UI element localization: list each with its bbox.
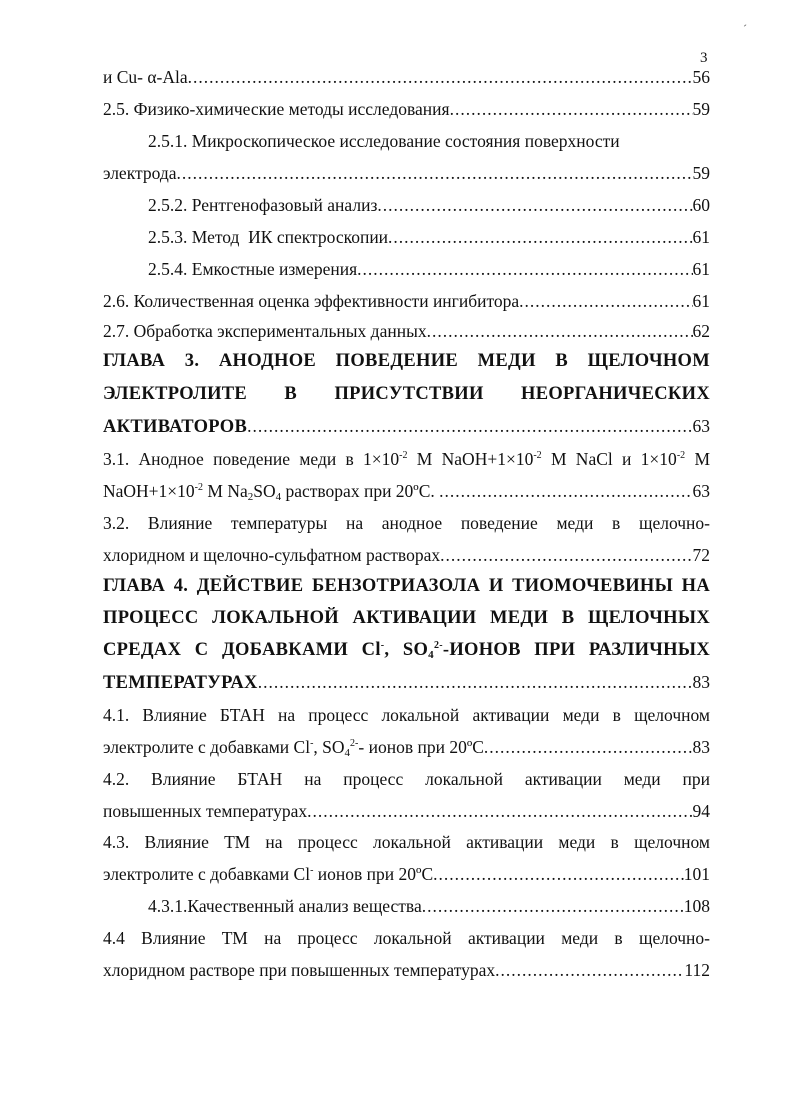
- chapter-heading: СРЕДАХ С ДОБАВКАМИ Cl-, $SO_4^{2-}$-ИОНОВ ПРИ РАЗЛИЧНЫХ: [103, 640, 710, 661]
- toc-entry-page: 63: [692, 481, 710, 501]
- toc-entry-title: повышенных температурах: [103, 801, 308, 821]
- toc-entry-page: 61: [692, 227, 710, 247]
- toc-entry-page: 83: [692, 737, 710, 757]
- toc-entry: [103, 544, 710, 566]
- toc-entry-page: 94: [692, 801, 710, 821]
- toc-entry-page: 83: [692, 672, 710, 692]
- toc-entry: [148, 226, 710, 248]
- toc-entry-title: 4.3. Влияние ТМ на процесс локальной активации меди в щелочном: [103, 832, 710, 852]
- toc-entry-title: 3.1. Анодное поведение меди в $1\times 10^{-2}$ М $NaOH+1\times 10^{-2}$ М NaCl и $1\times 10^{-2}$ М: [103, 449, 710, 469]
- toc-entry-page: 108: [683, 896, 710, 916]
- chapter-heading: ПРОЦЕСС ЛОКАЛЬНОЙ АКТИВАЦИИ МЕДИ В ЩЕЛОЧНЫХ: [103, 608, 710, 628]
- toc-entry: [103, 290, 710, 312]
- toc-entry-title: 2.7. Обработка экспериментальных данных: [103, 321, 427, 341]
- toc-entry: [103, 98, 710, 120]
- page-number: 3: [700, 50, 708, 66]
- toc-entry: [148, 895, 710, 917]
- toc-entry: [103, 480, 710, 502]
- toc-entry-page: 112: [684, 960, 710, 980]
- toc-entry-title: электролите с добавками Cl- ионов при 20ºС: [103, 864, 434, 884]
- toc-entry-page: 62: [692, 321, 710, 341]
- toc-entry-page: 72: [692, 545, 710, 565]
- chapter-heading: ЭЛЕКТРОЛИТЕ В ПРИСУТСТВИИ НЕОРГАНИЧЕСКИХ: [103, 384, 710, 404]
- toc-entry-title: 4.4 Влияние ТМ на процесс локальной активации меди в щелочно-: [103, 928, 710, 948]
- toc-entry: [103, 736, 710, 758]
- chapter-heading: АКТИВАТОРОВ: [103, 417, 248, 437]
- toc-entry: [148, 258, 710, 280]
- toc-entry-title: $NaOH+1\times 10^{-2}$ M $Na_2SO_4$ растворах при 20ºС.: [103, 481, 440, 502]
- chapter-heading: ТЕМПЕРАТУРАХ: [103, 673, 258, 693]
- toc-entry-title: и Cu- α-Ala: [103, 67, 188, 87]
- toc-entry-title: 3.2. Влияние температуры на анодное поведение меди в щелочно-: [103, 513, 710, 533]
- toc-entry-page: 60: [692, 195, 710, 215]
- toc-entry-title: 4.2. Влияние БТАН на процесс локальной активации меди при: [103, 769, 710, 789]
- toc-entry-page: 56: [692, 67, 710, 87]
- toc-entry-title: хлоридном растворе при повышенных температурах: [103, 960, 496, 980]
- toc-entry-page: 61: [692, 259, 710, 279]
- toc-entry: [103, 959, 710, 981]
- toc-entry-title: электролите с добавками Cl-, $SO_4^{2-}-$ ионов при 20ºС: [103, 737, 484, 758]
- toc-entry: [103, 415, 710, 438]
- toc-entry: [148, 194, 710, 216]
- toc-entry-page: 59: [692, 99, 710, 119]
- toc-entry: [103, 800, 710, 822]
- toc-entry-title: 2.5.3. Метод ИК спектроскопии: [148, 227, 389, 247]
- toc-entry-title: 4.3.1.Качественный анализ вещества: [148, 896, 422, 916]
- chapter-heading: ГЛАВА 3. АНОДНОЕ ПОВЕДЕНИЕ МЕДИ В ЩЕЛОЧНОМ: [103, 351, 710, 371]
- scan-mark: ˊ: [743, 22, 747, 36]
- toc-entry-title: 2.5.1. Микроскопическое исследование состояния поверхности: [148, 131, 620, 151]
- toc-entry-title: хлоридном и щелочно-сульфатном растворах: [103, 545, 441, 565]
- toc-entry-title: 2.5.4. Емкостные измерения: [148, 259, 358, 279]
- toc-entry: [103, 671, 710, 694]
- toc-entry-page: 61: [692, 291, 710, 311]
- toc-entry: [103, 863, 710, 885]
- chapter-heading: ГЛАВА 4. ДЕЙСТВИЕ БЕНЗОТРИАЗОЛА И ТИОМОЧЕВИНЫ НА: [103, 576, 710, 596]
- toc-entry-title: 2.5. Физико-химические методы исследования: [103, 99, 450, 119]
- toc-entry-title: электрода: [103, 163, 177, 183]
- toc-entry-page: 63: [692, 416, 710, 436]
- toc-entry-title: 4.1. Влияние БТАН на процесс локальной активации меди в щелочном: [103, 705, 710, 725]
- toc-entry: [103, 162, 710, 184]
- toc-entry-title: 2.6. Количественная оценка эффективности ингибитора: [103, 291, 520, 311]
- toc-entry-page: 101: [683, 864, 710, 884]
- toc-entry-page: 59: [692, 163, 710, 183]
- toc-entry: [103, 320, 710, 342]
- toc-entry: [103, 66, 710, 88]
- toc-entry-title: 2.5.2. Рентгенофазовый анализ: [148, 195, 378, 215]
